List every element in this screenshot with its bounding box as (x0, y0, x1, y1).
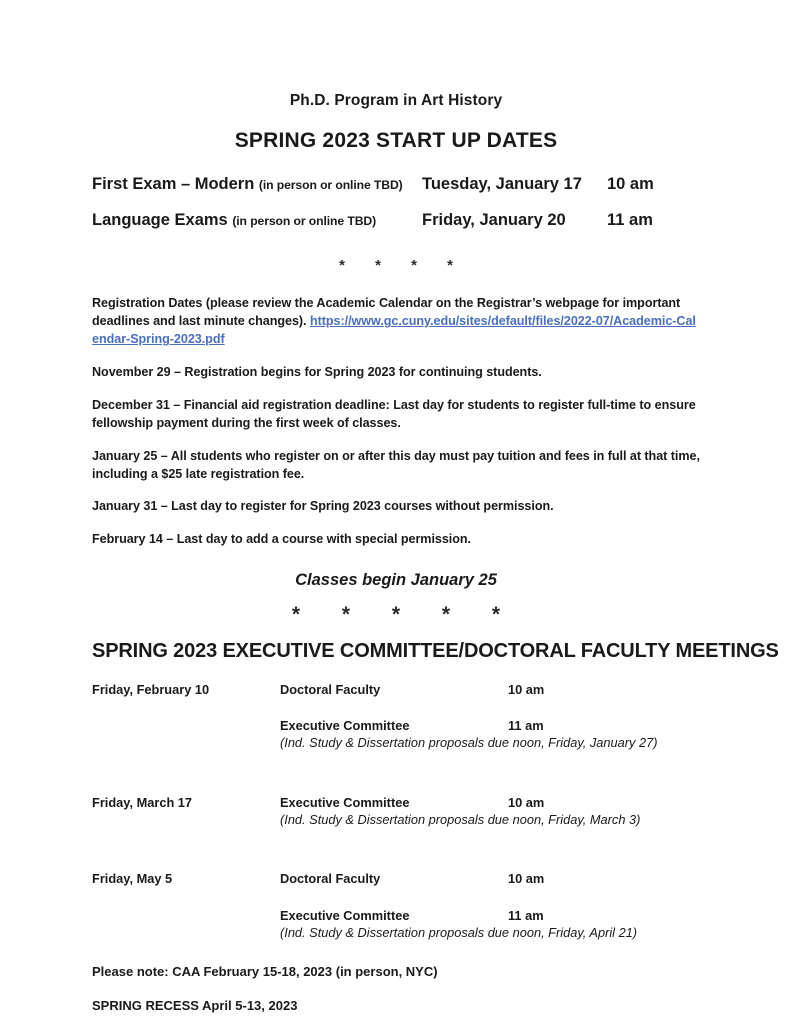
exam-name: First Exam – Modern (92, 174, 255, 193)
meeting-note: (Ind. Study & Dissertation proposals due noon, Friday, January 27) (280, 735, 658, 751)
meetings-table (92, 681, 700, 941)
meetings-section-title: SPRING 2023 EXECUTIVE COMMITTEE/DOCTORAL FACULTY MEETINGS (92, 639, 779, 662)
meeting-time: 10 am (508, 794, 545, 810)
exam-time: 10 am (607, 174, 654, 193)
meeting-time: 11 am (508, 718, 544, 734)
table-row (92, 717, 700, 734)
meeting-note: (Ind. Study & Dissertation proposals due noon, Friday, March 3) (280, 811, 641, 827)
table-row-note (92, 734, 700, 751)
row-spacer (92, 752, 700, 794)
exam-note: (in person or online TBD) (258, 177, 403, 192)
registration-item: January 25 – All students who register on or after this day must pay tuition and fees in full at that time, including a $25 late registration fee. (92, 448, 700, 481)
registration-item: February 14 – Last day to add a course with special permission. (92, 532, 471, 547)
academic-calendar-link[interactable]: https://www.gc.cuny.edu/sites/default/files/2022-07/Academic-Calendar-Spring-2023.pdf (92, 314, 696, 347)
meeting-time: 11 am (508, 907, 544, 923)
page-title: SPRING 2023 START UP DATES (234, 128, 558, 152)
exam-schedule-table (92, 175, 700, 247)
exam-date: Tuesday, January 17 (422, 174, 582, 193)
row-spacer (92, 888, 700, 907)
registration-intro-paragraph (92, 295, 700, 349)
registration-item: January 31 – Last day to register for Spring 2023 courses without permission. (92, 499, 554, 514)
exam-name: Language Exams (92, 210, 228, 229)
table-row-note (92, 811, 700, 828)
table-row (92, 794, 700, 811)
table-row (92, 681, 700, 698)
star-separator-large: * * * * * (291, 602, 519, 626)
meeting-body: Doctoral Faculty (280, 681, 381, 697)
exam-note: (in person or online TBD) (232, 213, 377, 228)
meeting-note: (Ind. Study & Dissertation proposals due noon, Friday, April 21) (280, 924, 638, 940)
row-spacer (92, 698, 700, 717)
table-row (92, 175, 700, 211)
table-row-note (92, 924, 700, 941)
spring-recess-note: SPRING RECESS April 5-13, 2023 (92, 997, 298, 1013)
classes-begin-notice: Classes begin January 25 (295, 571, 497, 590)
exam-name-cell (92, 211, 422, 247)
exam-name-cell (92, 175, 422, 211)
exam-time: 11 am (607, 210, 653, 229)
document-content (92, 92, 779, 1014)
row-spacer (92, 828, 700, 870)
table-row (92, 211, 700, 247)
meeting-day: Friday, May 5 (92, 871, 173, 887)
meeting-body: Executive Committee (280, 794, 410, 810)
star-separator-small: * * * * (339, 257, 466, 275)
meeting-body: Executive Committee (280, 907, 410, 923)
table-row (92, 907, 700, 924)
caa-note: Please note: CAA February 15-18, 2023 (in person, NYC) (92, 964, 438, 980)
registration-intro-text: Registration Dates (please review the Academic Calendar on the Registrar’s webpage for important deadlines and last minute changes). (92, 296, 681, 329)
meeting-day: Friday, February 10 (92, 681, 210, 697)
exam-date: Friday, January 20 (422, 210, 566, 229)
meeting-day: Friday, March 17 (92, 794, 193, 810)
table-row (92, 870, 700, 887)
meeting-day (92, 907, 280, 924)
meeting-time: 10 am (508, 681, 545, 697)
program-title: Ph.D. Program in Art History (289, 92, 503, 109)
registration-item: December 31 – Financial aid registration deadline: Last day for students to register full-time to ensure fellowship payment during the first week of classes. (92, 397, 696, 430)
meeting-body: Doctoral Faculty (280, 871, 381, 887)
meeting-day (92, 717, 280, 734)
registration-item: November 29 – Registration begins for Spring 2023 for continuing students. (92, 365, 542, 379)
meeting-time: 10 am (508, 871, 545, 887)
meeting-body: Executive Committee (280, 718, 410, 734)
